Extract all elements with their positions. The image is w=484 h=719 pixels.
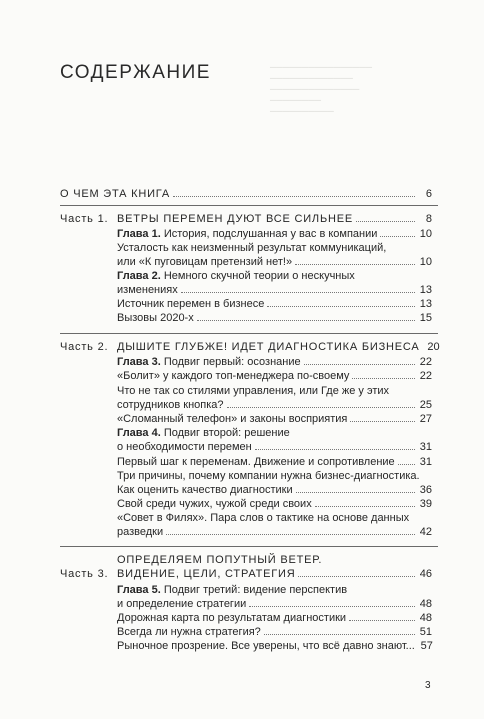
chapter-label: Глава 5. [117,584,161,596]
show-through-text: ──────────────── ───────────── ────────────── ──────── ────────── [270,62,373,116]
dot-leader [304,363,415,365]
dot-leader [264,633,415,635]
page-ref: 10 [419,228,432,240]
intro-label: О ЧЕМ ЭТА КНИГА [60,188,170,200]
divider [60,205,438,206]
part-title: ДЫШИТЕ ГЛУБЖЕ! ИДЕТ ДИАГНОСТИКА БИЗНЕСА [117,341,420,353]
toc-entry [117,297,432,311]
dot-leader [349,619,415,621]
entry-text: Немного скучной теории о нескучных [163,270,355,282]
page-ref: 22 [419,356,432,368]
toc-entry [117,355,432,369]
dot-leader [173,195,415,197]
toc-entry [117,483,432,497]
toc-entry [117,311,432,325]
entry-text: Подвиг первый: осознание [163,356,301,368]
page-ref: 27 [419,413,432,425]
page-ref: 48 [419,612,432,624]
toc-entry [117,455,432,469]
entry-text: История, подслушанная у вас в компании [163,228,378,240]
toc-entry [117,412,432,426]
entry-text: Первый шаг к переменам. Движение и сопротивление [117,456,395,468]
entry-text: «Болит» у каждого топ-менеджера по-своему [117,370,350,382]
entry-text: Подвиг второй: решение [163,427,290,439]
page-ref: 51 [419,626,432,638]
part-label: Часть 1. [60,213,109,225]
toc-entry-line [117,583,347,597]
dot-leader [255,448,415,450]
entry-text: Усталость как неизменный результат коммуникаций, [117,242,387,254]
toc-entry [117,497,432,511]
dot-leader [296,491,415,493]
toc-entry [117,283,432,297]
toc-entry [117,625,432,639]
entry-text: Свой среди чужих, чужой среди своих [117,498,312,510]
entry-text: Всегда ли нужна стратегия? [117,626,261,638]
page-title: СОДЕРЖАНИЕ [60,62,211,83]
page-ref: 8 [425,213,432,225]
dot-leader [315,505,415,507]
toc-entry-line [117,269,355,283]
page-ref: 10 [419,256,432,268]
part-title-cont: ВИДЕНИЕ, ЦЕЛИ, СТРАТЕГИЯ [117,568,296,580]
page-ref: 46 [419,568,432,580]
part-label: Часть 3. [60,568,109,580]
entry-text: Источник перемен в бизнесе [117,298,265,310]
entry-text: Рыночное прозрение. Все уверены, что всё давно знают... [117,640,415,652]
page-ref: 57 [420,640,433,652]
toc-entry [117,227,432,241]
entry-text-cont: сотрудников кнопка? [117,399,224,411]
entry-text: Что не так со стилями управления, или Где же у этих [117,385,390,397]
page-ref: 13 [419,298,432,310]
dot-leader [295,263,415,265]
toc-entry [117,525,432,539]
divider [60,333,438,334]
page-ref: 20 [427,341,440,353]
page-number: 3 [425,680,431,691]
dot-leader [166,533,415,535]
entry-text: Как оценить качество диагностики [117,484,293,496]
toc-entry [117,639,432,653]
dot-leader [398,463,415,465]
dot-leader [356,220,415,222]
entry-text-cont: или «К пуговицам претензий нет!» [117,256,293,268]
part-title-row [117,567,432,581]
chapter-label: Глава 4. [117,427,161,439]
dot-leader [227,406,415,408]
page-ref: 42 [419,526,432,538]
page-ref: 39 [419,498,432,510]
entry-text: «Сломанный телефон» и законы восприятия [117,413,348,425]
dot-leader [267,305,415,307]
part-title-row [117,212,432,226]
toc-entry [117,398,432,412]
entry-text-cont: изменениях [117,284,178,296]
page-ref: 6 [425,188,432,200]
toc-entry [117,611,432,625]
chapter-label: Глава 2. [117,270,161,282]
toc-entry [117,440,432,454]
entry-text: «Совет в Филях». Пара слов о тактике на основе данных [117,512,410,524]
toc-entry [117,255,432,269]
page-ref: 15 [419,312,432,324]
page-ref: 31 [419,441,432,453]
toc-entry [117,597,432,611]
dot-leader [350,420,415,422]
toc-intro-row [60,187,432,201]
entry-text: Вызовы 2020-х [117,312,194,324]
toc-entry-line [117,426,290,440]
divider [60,546,438,547]
entry-text-cont: и определение стратегии [117,598,247,610]
entry-text: Подвиг третий: видение перспектив [163,584,348,596]
page-ref: 13 [419,284,432,296]
page-ref: 25 [419,399,432,411]
chapter-label: Глава 3. [117,356,161,368]
page-ref: 31 [419,456,432,468]
dot-leader [380,235,415,237]
chapter-label: Глава 1. [117,228,161,240]
entry-text-cont: разведки [117,526,164,538]
dot-leader [249,605,415,607]
part-label: Часть 2. [60,341,109,353]
dot-leader [181,291,415,293]
page-ref: 36 [419,484,432,496]
entry-text-cont: о необходимости перемен [117,441,252,453]
page-ref: 48 [419,598,432,610]
part-title: ОПРЕДЕЛЯЕМ ПОПУТНЫЙ ВЕТЕР. [117,554,323,566]
toc-entry [117,369,432,383]
entry-text: Дорожная карта по результатам диагностики [117,612,347,624]
page-ref: 22 [419,370,432,382]
part-title: ВЕТРЫ ПЕРЕМЕН ДУЮТ ВСЕ СИЛЬНЕЕ [117,213,353,225]
dot-leader [352,377,415,379]
part-title-row [117,340,440,354]
dot-leader [197,319,415,321]
entry-text: Три причины, почему компании нужна бизнес-диагностика. [117,470,420,482]
dot-leader [298,575,415,577]
